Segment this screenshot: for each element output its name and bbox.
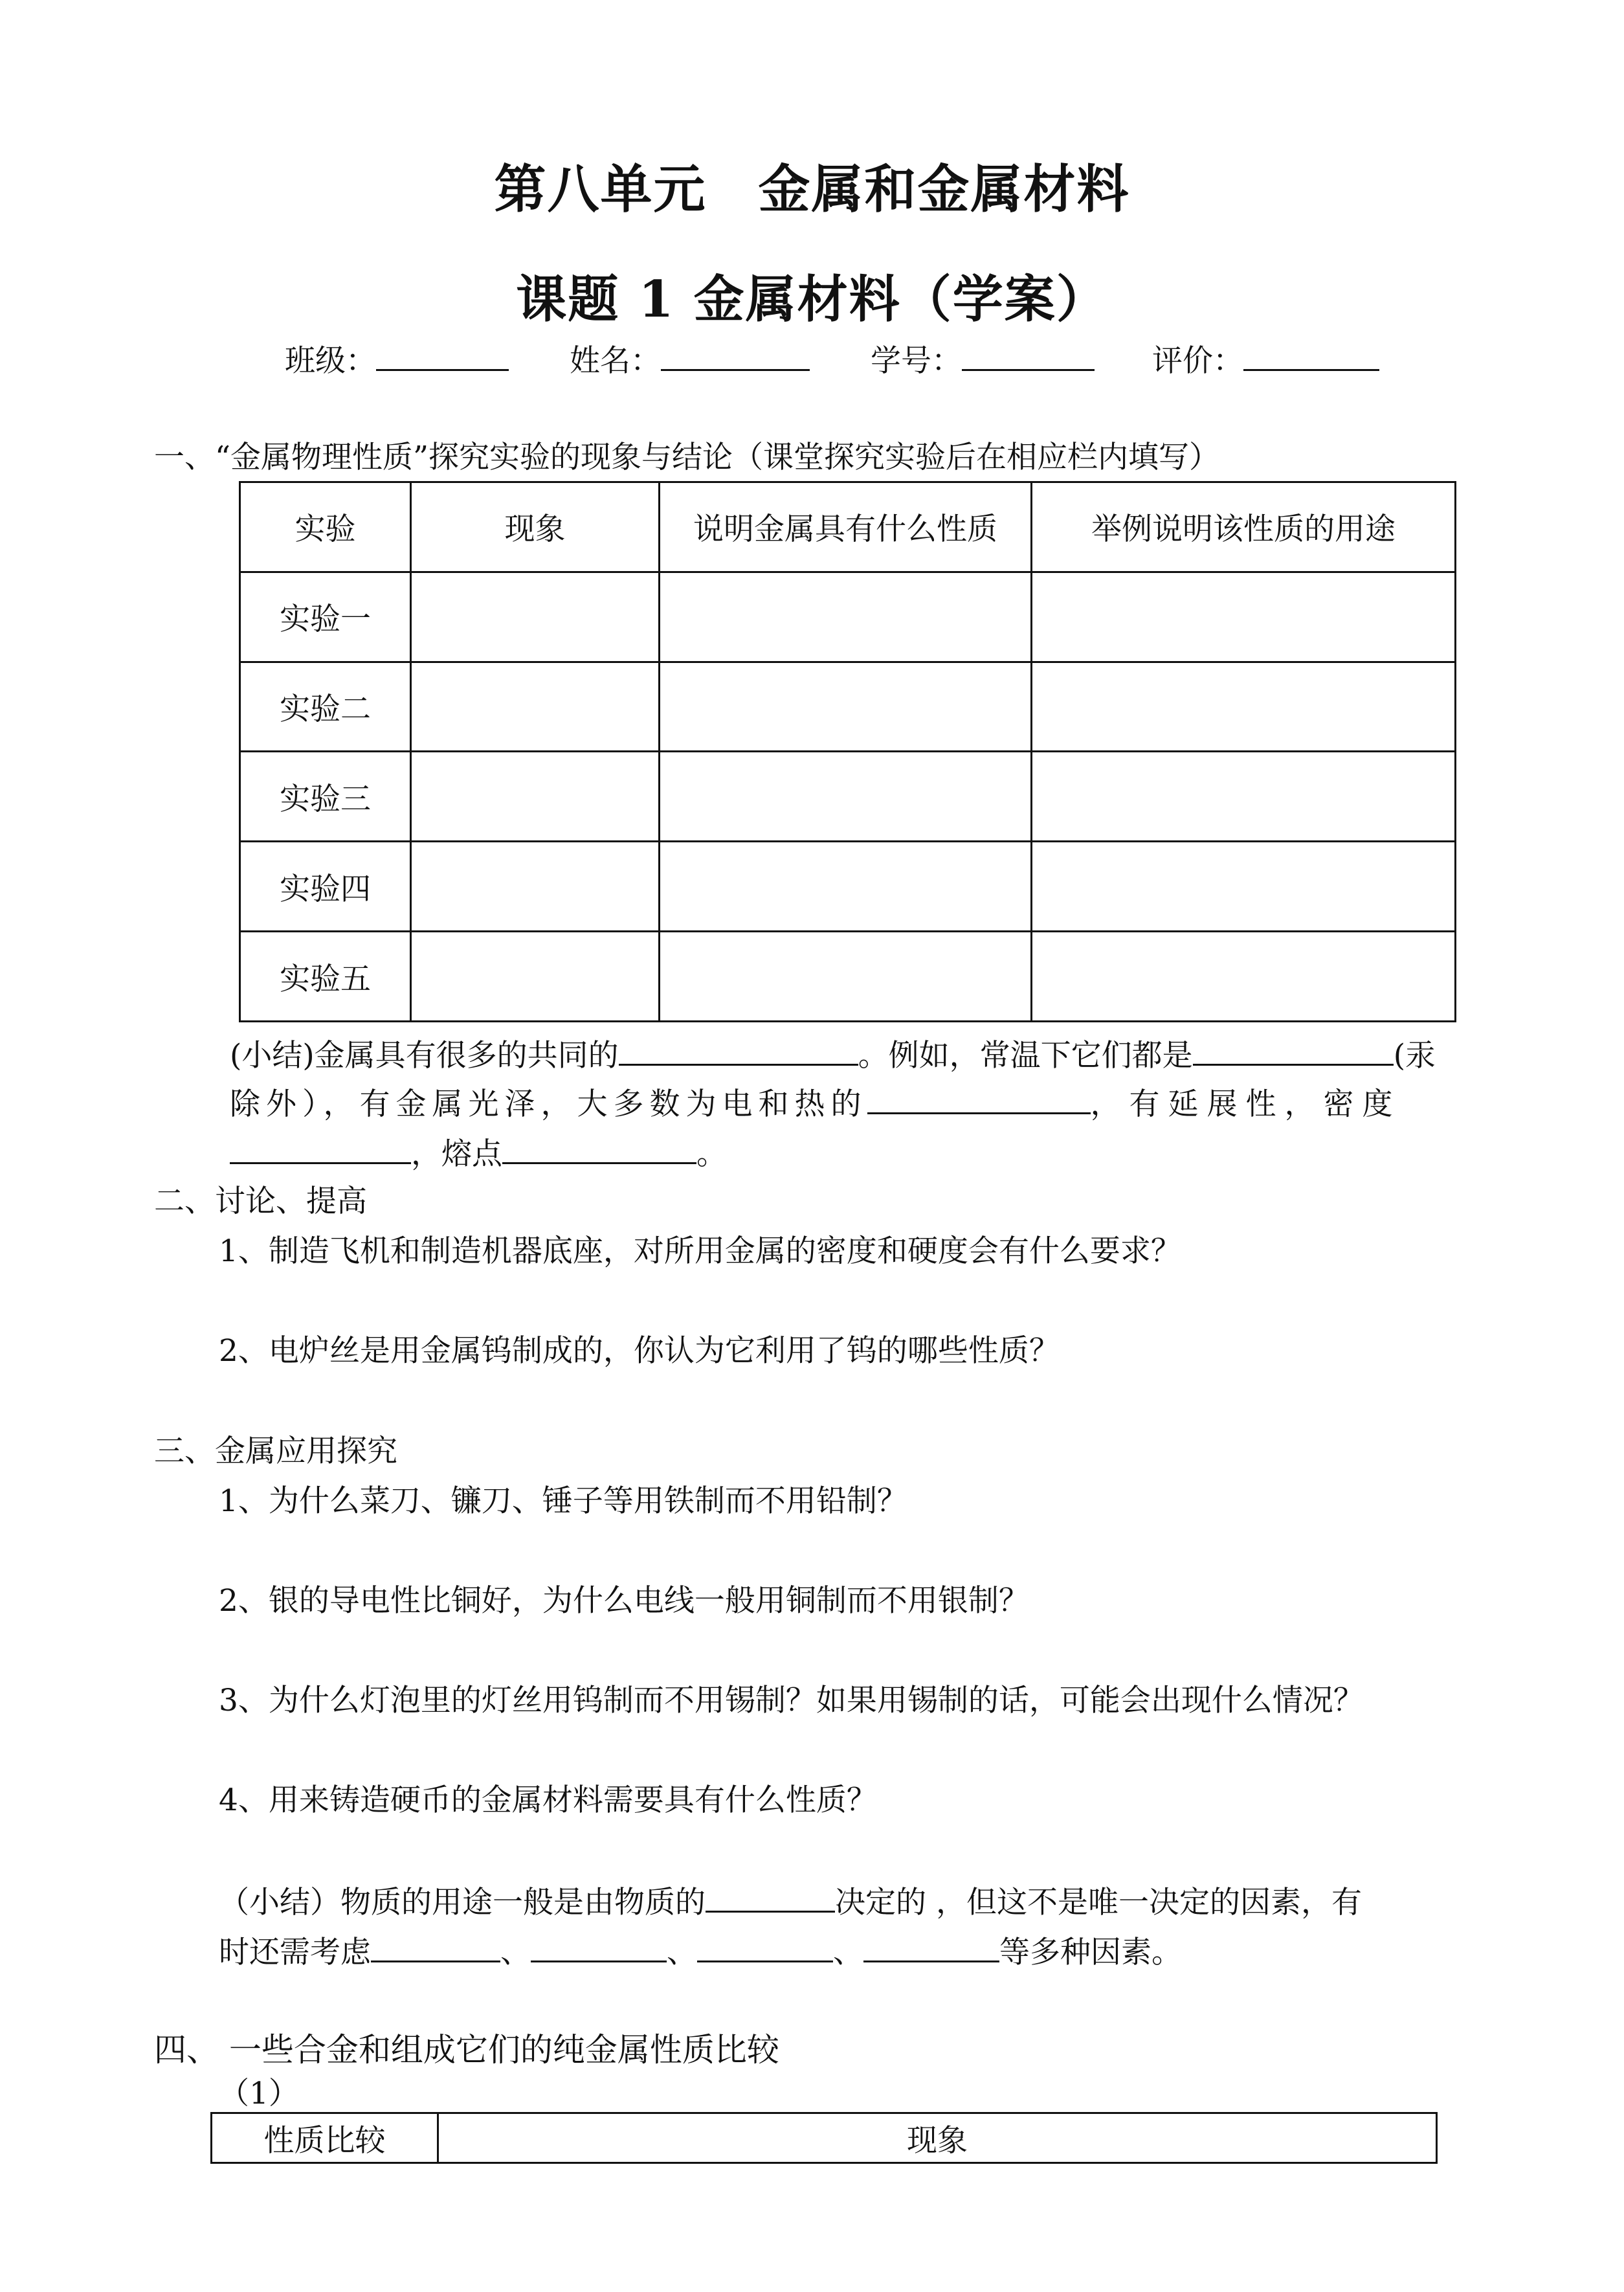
- page-title: [0, 148, 1624, 222]
- section3-summary-line1: （小结）物质的用途一般是由物质的 决定的 ，但这不是唯一决定的因素，有: [219, 1885, 1362, 1920]
- table-row: [240, 932, 1456, 1022]
- section3-summary-line2: 时还需考虑 、 、 、 等多种因素。: [219, 1935, 1182, 1970]
- phenomenon-cell[interactable]: [411, 572, 660, 662]
- student-id-input[interactable]: [962, 343, 1095, 371]
- page-subtitle: 课题 1 金属材料（学案）: [516, 270, 1108, 329]
- experiment-label: 实验二: [240, 662, 411, 752]
- experiment-label: 实验四: [240, 842, 411, 932]
- table-row: [240, 842, 1456, 932]
- section3-question-4: 4、用来铸造硬币的金属材料需要具有什么性质？: [219, 1782, 877, 1818]
- name-input[interactable]: [661, 343, 810, 371]
- phenomenon-cell[interactable]: [411, 932, 660, 1022]
- class-field: [285, 343, 509, 379]
- phenomenon-cell[interactable]: [411, 662, 660, 752]
- factor-blank-2[interactable]: [531, 1935, 667, 1962]
- section3-question-1: 1、为什么菜刀、镰刀、锤子等用铁制而不用铅制？: [219, 1483, 907, 1519]
- table-row: [240, 662, 1456, 752]
- factor-blank-4[interactable]: [863, 1935, 999, 1962]
- section3-heading: 三、金属应用探究: [154, 1433, 397, 1469]
- section2-question-1: 1、制造飞机和制造机器底座，对所用金属的密度和硬度会有什么要求？: [219, 1233, 1181, 1269]
- usage-cell[interactable]: [1032, 662, 1456, 752]
- property-cell[interactable]: [660, 662, 1032, 752]
- usage-cell[interactable]: [1032, 842, 1456, 932]
- usage-cell[interactable]: [1032, 932, 1456, 1022]
- header-usage: 举例说明该性质的用途: [1032, 482, 1456, 572]
- property-cell[interactable]: [660, 752, 1032, 842]
- header-property: 说明金属具有什么性质: [660, 482, 1032, 572]
- table-row: [240, 572, 1456, 662]
- property-cell[interactable]: [660, 572, 1032, 662]
- section2-question-2: 2、电炉丝是用金属钨制成的，你认为它利用了钨的哪些性质？: [219, 1333, 1060, 1369]
- header-property-comparison: 性质比较: [212, 2113, 438, 2163]
- section3-question-2: 2、银的导电性比铜好，为什么电线一般用铜制而不用银制？: [219, 1583, 1029, 1619]
- experiment-table: [239, 481, 1456, 1022]
- grade-field: [1152, 343, 1379, 379]
- experiment-label: 实验一: [240, 572, 411, 662]
- name-label: 姓名：: [570, 343, 661, 379]
- section1-summary-line3: ，熔点 。: [230, 1136, 727, 1169]
- student-id-label: 学号：: [871, 343, 962, 379]
- class-input[interactable]: [376, 343, 509, 371]
- density-blank[interactable]: [230, 1136, 411, 1164]
- table-row: [240, 752, 1456, 842]
- state-blank[interactable]: [1193, 1038, 1394, 1066]
- unit-topic: 金属和金属材料: [758, 159, 1130, 219]
- section3-question-3: 3、为什么灯泡里的灯丝用钨制而不用锡制？如果用锡制的话，可能会出现什么情况？: [219, 1683, 1364, 1718]
- header-phenomenon: 现象: [438, 2113, 1437, 2163]
- phenomenon-cell[interactable]: [411, 842, 660, 932]
- factor-blank-3[interactable]: [697, 1935, 833, 1962]
- table-header-row: [240, 482, 1456, 572]
- header-experiment: 实验: [240, 482, 411, 572]
- factor-blank-1[interactable]: [371, 1935, 500, 1962]
- unit-name: 第八单元: [494, 159, 707, 219]
- property-cell[interactable]: [660, 932, 1032, 1022]
- common-property-blank[interactable]: [619, 1038, 858, 1066]
- grade-label: 评价：: [1152, 343, 1243, 379]
- section1-summary-line1: (小结)金属具有很多的共同的 。例如，常温下它们都是 (汞: [230, 1038, 1436, 1073]
- conductor-blank[interactable]: [867, 1086, 1091, 1114]
- class-label: 班级：: [285, 343, 376, 379]
- table-header-row: [212, 2113, 1437, 2163]
- section2-heading: 二、讨论、提高: [154, 1184, 367, 1219]
- alloy-comparison-table: [210, 2112, 1438, 2164]
- melting-point-blank[interactable]: [502, 1136, 696, 1164]
- property-cell[interactable]: [660, 842, 1032, 932]
- section4-heading: 四、 一些合金和组成它们的纯金属性质比较: [154, 2031, 779, 2069]
- header-phenomenon: 现象: [411, 482, 660, 572]
- usage-cell[interactable]: [1032, 572, 1456, 662]
- section1-summary-line2: 除外），有金属光泽，大多数为电和热的 ，有延展性，密度: [230, 1086, 1401, 1122]
- name-field: [570, 343, 810, 379]
- grade-input[interactable]: [1243, 343, 1379, 371]
- phenomenon-cell[interactable]: [411, 752, 660, 842]
- section4-subheading: （1）: [219, 2076, 299, 2111]
- student-id-field: [871, 343, 1095, 379]
- experiment-label: 实验五: [240, 932, 411, 1022]
- experiment-label: 实验三: [240, 752, 411, 842]
- section1-heading: 一、“金属物理性质”探究实验的现象与结论（课堂探究实验后在相应栏内填写）: [154, 440, 1220, 475]
- usage-cell[interactable]: [1032, 752, 1456, 842]
- property-blank[interactable]: [706, 1885, 835, 1913]
